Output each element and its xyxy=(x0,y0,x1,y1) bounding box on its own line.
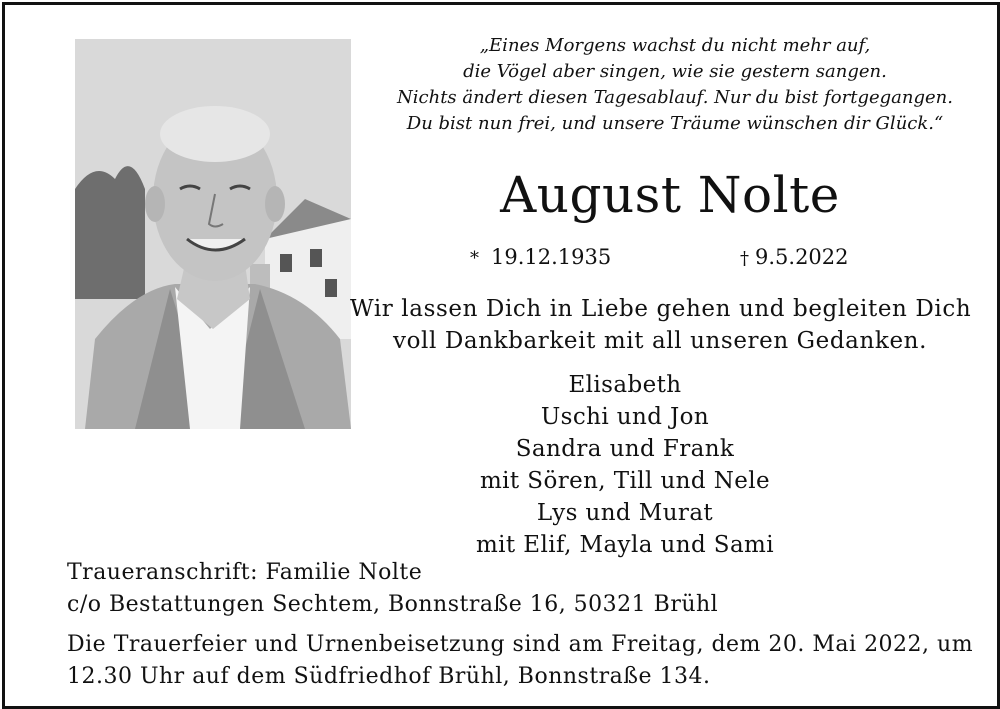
death-date-value: 9.5.2022 xyxy=(755,245,849,269)
family-line: Sandra und Frank xyxy=(515,436,735,462)
quote-line: die Vögel aber singen, wie sie gestern sangen. xyxy=(463,61,887,82)
ceremony-line: Die Trauerfeier und Urnenbeisetzung sind am Freitag, dem 20. Mai 2022, um xyxy=(67,632,974,657)
death-date xyxy=(740,243,849,273)
ceremony-info xyxy=(67,629,974,693)
farewell-text xyxy=(350,293,970,357)
family-line: Uschi und Jon xyxy=(540,404,710,430)
quote-line: „Eines Morgens wachst du nicht mehr auf, xyxy=(479,35,871,56)
birth-date xyxy=(470,243,611,273)
quote xyxy=(375,33,975,137)
portrait-image xyxy=(75,39,351,429)
family-line: mit Sören, Till und Nele xyxy=(479,468,771,494)
birth-star-icon: * xyxy=(470,248,479,269)
quote-line: Du bist nun frei, und unsere Träume wünschen dir Glück.“ xyxy=(406,113,944,134)
obituary-card xyxy=(2,2,1000,709)
mourning-address xyxy=(67,557,947,621)
farewell-line: Wir lassen Dich in Liebe gehen und begleiten Dich xyxy=(350,296,972,322)
address-line: c/o Bestattungen Sechtem, Bonnstraße 16, 50321 Brühl xyxy=(67,592,719,617)
family-line: mit Elif, Mayla und Sami xyxy=(475,532,775,558)
family-line: Elisabeth xyxy=(568,372,682,398)
ceremony-line: 12.30 Uhr auf dem Südfriedhof Brühl, Bonnstraße 134. xyxy=(67,664,711,689)
birth-date-value: 19.12.1935 xyxy=(491,245,612,269)
deceased-name: August Nolte xyxy=(500,166,840,224)
family-line: Lys und Murat xyxy=(536,500,714,526)
family-list xyxy=(425,369,825,561)
quote-line: Nichts ändert diesen Tagesablauf. Nur du bist fortgegangen. xyxy=(397,87,953,108)
death-cross-icon: † xyxy=(740,248,749,269)
address-line: Traueranschrift: Familie Nolte xyxy=(67,560,423,585)
portrait-photo xyxy=(75,39,351,429)
farewell-line: voll Dankbarkeit mit all unseren Gedanken. xyxy=(393,328,927,354)
